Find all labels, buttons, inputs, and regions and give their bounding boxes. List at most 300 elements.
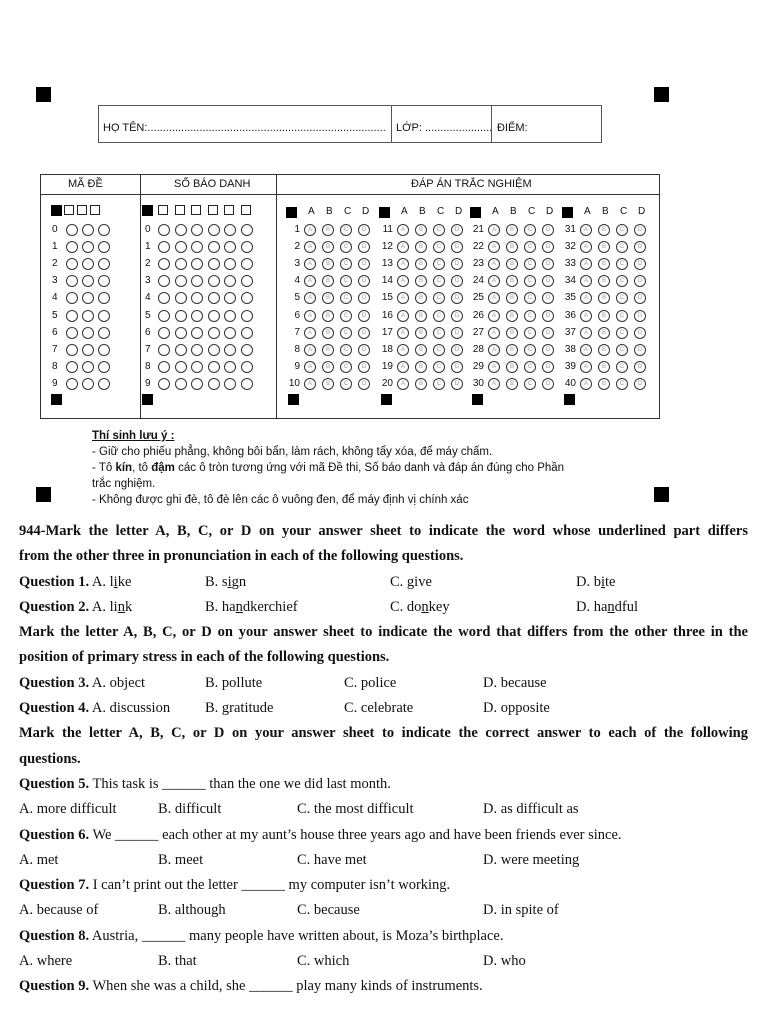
note-3: - Không được ghi đè, tô đè lên các ô vuông đen, để máy định vị chính xác [92, 494, 469, 506]
answer-bubble: A [397, 361, 409, 373]
question-number: 11 [382, 224, 393, 235]
answer-bubble: B [506, 344, 518, 356]
digit-bubble [224, 327, 236, 339]
digit-bubble [224, 258, 236, 270]
answer-bubble: A [304, 378, 316, 390]
answer-bubble: A [397, 378, 409, 390]
answer-bubble: A [304, 361, 316, 373]
digit-bubble [191, 275, 203, 287]
answer-bubble: D [358, 378, 370, 390]
digit-bubble [98, 361, 110, 373]
answer-bubble: B [598, 310, 610, 322]
answer-bubble: D [634, 310, 646, 322]
digit-bubble [191, 310, 203, 322]
answer-bubble: C [616, 292, 628, 304]
instruction-2: Mark the letter A, B, C, or D on your answer sheet to indicate the word that differs from the other three in the [19, 624, 748, 641]
digit-bubble [66, 224, 78, 236]
question-number: 19 [381, 360, 393, 372]
answer-bubble: D [542, 241, 554, 253]
answer-bubble: A [397, 224, 409, 236]
answer-bubble: C [616, 344, 628, 356]
answer-bubble: C [616, 378, 628, 390]
answer-bubble: C [616, 258, 628, 270]
answer-bubble: B [322, 258, 334, 270]
answer-bubble: B [415, 224, 427, 236]
answer-bubble: B [322, 224, 334, 236]
filled-square [562, 207, 573, 218]
answer-bubble: C [616, 275, 628, 287]
digit-bubble [175, 327, 187, 339]
corner-marker [654, 487, 669, 502]
answer-bubble: C [524, 258, 536, 270]
option-letter: D [638, 206, 646, 217]
question-number: 38 [564, 343, 576, 355]
answer-bubble: A [397, 327, 409, 339]
corner-marker [36, 487, 51, 502]
digit-bubble [208, 258, 220, 270]
question-number: 5 [294, 292, 300, 304]
answer-bubble: C [433, 344, 445, 356]
digit-bubble [241, 258, 253, 270]
digit-label: 8 [145, 360, 151, 372]
instruction-3: Mark the letter A, B, C, or D on your answer sheet to indicate the correct answer to each of the following [19, 725, 748, 742]
answer-bubble: D [542, 361, 554, 373]
question-number: 17 [381, 326, 393, 338]
option-letter: C [528, 206, 536, 217]
answer-bubble: A [397, 275, 409, 287]
question-7-options: A. because of B. although C. because D. in spite of [19, 902, 559, 919]
digit-bubble [241, 310, 253, 322]
filled-square [379, 207, 390, 218]
digit-bubble [175, 275, 187, 287]
answer-bubble: C [433, 258, 445, 270]
empty-square [158, 205, 168, 215]
question-number: 1 [294, 224, 300, 235]
answer-bubble: D [358, 344, 370, 356]
digit-label: 2 [145, 258, 151, 270]
answer-bubble: C [433, 378, 445, 390]
answer-bubble: B [415, 378, 427, 390]
digit-bubble [66, 327, 78, 339]
answer-bubble: C [616, 310, 628, 322]
answer-bubble: A [580, 224, 592, 236]
answer-bubble: B [506, 327, 518, 339]
digit-bubble [66, 378, 78, 390]
question-number: 6 [294, 309, 300, 321]
digit-bubble [158, 378, 170, 390]
answer-bubble: B [598, 378, 610, 390]
answer-bubble: B [506, 224, 518, 236]
answer-bubble: C [616, 241, 628, 253]
answer-bubble: B [598, 258, 610, 270]
digit-label: 3 [52, 275, 58, 287]
answer-bubble: B [322, 241, 334, 253]
answer-bubble: D [358, 327, 370, 339]
digit-label: 4 [145, 292, 151, 304]
question-number: 29 [472, 360, 484, 372]
digit-bubble [175, 241, 187, 253]
empty-square [191, 205, 201, 215]
answer-bubble: B [322, 292, 334, 304]
answer-bubble: A [397, 310, 409, 322]
digit-bubble [158, 292, 170, 304]
question-number: 10 [288, 377, 300, 389]
answer-bubble: C [340, 241, 352, 253]
answer-bubble: B [506, 310, 518, 322]
digit-bubble [191, 361, 203, 373]
answer-bubble: A [304, 327, 316, 339]
instruction-3-cont: questions. [19, 750, 81, 767]
digit-bubble [98, 310, 110, 322]
question-4: Question 4. A. discussion B. gratitude C. celebrate D. opposite [19, 700, 550, 717]
digit-bubble [98, 241, 110, 253]
empty-square [90, 205, 100, 215]
answer-bubble: B [506, 275, 518, 287]
sheet-notes [92, 428, 564, 508]
empty-square [175, 205, 185, 215]
question-number: 12 [381, 241, 393, 253]
answer-sheet [20, 72, 688, 512]
answer-bubble: D [358, 361, 370, 373]
answer-bubble: D [451, 275, 463, 287]
question-number: 18 [381, 343, 393, 355]
answer-bubble: A [580, 378, 592, 390]
answer-bubble: C [433, 310, 445, 322]
answer-bubble: D [358, 275, 370, 287]
digit-bubble [158, 241, 170, 253]
answer-bubble: D [451, 292, 463, 304]
option-letter: D [455, 206, 463, 217]
answer-bubble: C [340, 361, 352, 373]
note-2: - Tô kín, tô đậm các ô tròn tương ứng với mã Đề thi, Số báo danh và đáp án đúng cho Phần [92, 462, 565, 474]
answers-header: ĐÁP ÁN TRẮC NGHIỆM [411, 178, 532, 190]
digit-bubble [224, 275, 236, 287]
answer-bubble: C [433, 361, 445, 373]
digit-label: 5 [52, 309, 58, 321]
answer-bubble: B [415, 241, 427, 253]
score-label: ĐIỂM: [497, 122, 528, 134]
answer-bubble: A [397, 344, 409, 356]
answer-bubble: C [524, 275, 536, 287]
digit-bubble [208, 344, 220, 356]
digit-bubble [158, 344, 170, 356]
question-number: 8 [294, 343, 300, 355]
answer-bubble: C [340, 327, 352, 339]
answer-bubble: C [340, 292, 352, 304]
timing-mark [142, 394, 153, 405]
digit-bubble [241, 361, 253, 373]
answer-bubble: B [322, 344, 334, 356]
answer-bubble: D [451, 224, 463, 236]
answer-bubble: B [322, 327, 334, 339]
answer-bubble: D [358, 241, 370, 253]
digit-bubble [241, 224, 253, 236]
answer-bubble: B [506, 241, 518, 253]
question-7: Question 7. I can’t print out the letter ______ my computer isn’t working. [19, 877, 451, 894]
filled-square [142, 205, 153, 216]
answer-bubble: B [598, 344, 610, 356]
answer-bubble: C [524, 378, 536, 390]
bubble-grid [40, 174, 660, 419]
question-number: 35 [564, 292, 576, 304]
class-label: LỚP: ...................... [396, 122, 493, 134]
answer-bubble: C [433, 224, 445, 236]
answer-bubble: D [451, 344, 463, 356]
answer-bubble: D [542, 327, 554, 339]
digit-label: 9 [52, 377, 58, 389]
answer-bubble: C [524, 292, 536, 304]
student-info-box [98, 105, 602, 143]
answer-bubble: D [542, 344, 554, 356]
digit-bubble [82, 224, 94, 236]
digit-bubble [82, 258, 94, 270]
answer-bubble: A [488, 224, 500, 236]
option-letter: D [362, 206, 370, 217]
answer-bubble: A [304, 310, 316, 322]
answer-bubble: A [488, 310, 500, 322]
digit-bubble [66, 292, 78, 304]
digit-bubble [66, 310, 78, 322]
note-1: - Giữ cho phiếu phẳng, không bôi bẩn, làm rách, không tẩy xóa, để máy chấm. [92, 446, 493, 458]
question-number: 28 [472, 343, 484, 355]
digit-bubble [224, 292, 236, 304]
empty-square [77, 205, 87, 215]
answer-bubble: B [322, 361, 334, 373]
empty-square [64, 205, 74, 215]
question-number: 23 [472, 258, 484, 270]
answer-bubble: B [506, 361, 518, 373]
answer-bubble: D [451, 361, 463, 373]
filled-square [51, 205, 62, 216]
digit-bubble [208, 310, 220, 322]
timing-mark [472, 394, 483, 405]
answer-bubble: A [488, 327, 500, 339]
digit-bubble [98, 275, 110, 287]
question-number: 22 [472, 241, 484, 253]
digit-bubble [208, 224, 220, 236]
answer-bubble: D [634, 361, 646, 373]
digit-bubble [191, 241, 203, 253]
filled-square [470, 207, 481, 218]
answer-bubble: C [524, 361, 536, 373]
question-number: 3 [294, 258, 300, 270]
timing-mark [51, 394, 62, 405]
empty-square [224, 205, 234, 215]
digit-label: 6 [52, 326, 58, 338]
digit-bubble [191, 378, 203, 390]
digit-bubble [98, 258, 110, 270]
filled-square [286, 207, 297, 218]
option-letter: B [510, 206, 517, 217]
question-number: 27 [472, 326, 484, 338]
answer-bubble: B [322, 275, 334, 287]
answer-bubble: A [580, 344, 592, 356]
digit-bubble [98, 224, 110, 236]
digit-bubble [241, 275, 253, 287]
digit-bubble [66, 258, 78, 270]
question-number: 40 [564, 377, 576, 389]
answer-bubble: C [340, 275, 352, 287]
answer-bubble: B [598, 292, 610, 304]
question-6-options: A. met B. meet C. have met D. were meeting [19, 851, 580, 868]
digit-label: 2 [52, 258, 58, 270]
question-number: 36 [564, 309, 576, 321]
answer-bubble: A [304, 344, 316, 356]
digit-bubble [224, 224, 236, 236]
digit-label: 7 [52, 343, 58, 355]
digit-bubble [98, 327, 110, 339]
empty-square [208, 205, 218, 215]
answer-bubble: D [542, 310, 554, 322]
digit-bubble [175, 292, 187, 304]
answer-bubble: D [634, 275, 646, 287]
answer-bubble: D [634, 344, 646, 356]
answer-bubble: C [524, 344, 536, 356]
digit-bubble [241, 327, 253, 339]
question-number: 26 [472, 309, 484, 321]
answer-bubble: D [451, 241, 463, 253]
digit-bubble [191, 344, 203, 356]
digit-bubble [82, 275, 94, 287]
answer-bubble: A [304, 258, 316, 270]
digit-bubble [241, 241, 253, 253]
exam-content [19, 519, 748, 1000]
answer-bubble: A [488, 344, 500, 356]
digit-bubble [191, 258, 203, 270]
question-number: 2 [294, 241, 300, 253]
digit-bubble [158, 327, 170, 339]
instruction-1-cont: from the other three in pronunciation in each of the following questions. [19, 548, 464, 565]
answer-bubble: D [358, 258, 370, 270]
digit-bubble [82, 241, 94, 253]
answer-bubble: C [524, 241, 536, 253]
digit-bubble [191, 327, 203, 339]
answer-bubble: C [616, 327, 628, 339]
answer-bubble: B [415, 344, 427, 356]
answer-bubble: B [322, 378, 334, 390]
digit-bubble [82, 327, 94, 339]
answer-bubble: B [415, 258, 427, 270]
instruction-1: 944-Mark the letter A, B, C, or D on your answer sheet to indicate the word whose underlined part differs [19, 523, 748, 539]
digit-bubble [175, 258, 187, 270]
answer-bubble: C [340, 224, 352, 236]
answer-bubble: B [415, 327, 427, 339]
answer-bubble: A [488, 361, 500, 373]
answer-bubble: C [433, 292, 445, 304]
digit-bubble [158, 310, 170, 322]
digit-bubble [224, 378, 236, 390]
digit-bubble [82, 361, 94, 373]
corner-marker [36, 87, 51, 102]
answer-bubble: C [616, 224, 628, 236]
digit-label: 1 [145, 241, 151, 253]
answer-bubble: B [506, 378, 518, 390]
option-letter: B [602, 206, 609, 217]
answer-bubble: B [415, 292, 427, 304]
timing-mark [381, 394, 392, 405]
answer-bubble: D [634, 258, 646, 270]
digit-bubble [175, 378, 187, 390]
answer-bubble: D [634, 378, 646, 390]
timing-mark [288, 394, 299, 405]
option-letter: A [308, 206, 315, 217]
digit-bubble [208, 361, 220, 373]
digit-bubble [98, 344, 110, 356]
digit-bubble [66, 275, 78, 287]
question-6: Question 6. We ______ each other at my aunt’s house three years ago and have been friends ever since. [19, 826, 622, 843]
answer-bubble: C [433, 241, 445, 253]
question-number: 33 [564, 258, 576, 270]
question-number: 37 [564, 326, 576, 338]
option-letter: C [344, 206, 352, 217]
answer-bubble: D [542, 224, 554, 236]
digit-bubble [98, 292, 110, 304]
answer-bubble: A [304, 275, 316, 287]
answer-bubble: C [524, 224, 536, 236]
answer-bubble: A [304, 292, 316, 304]
digit-bubble [208, 241, 220, 253]
empty-square [241, 205, 251, 215]
question-number: 20 [381, 377, 393, 389]
digit-label: 5 [145, 309, 151, 321]
digit-bubble [191, 292, 203, 304]
digit-bubble [241, 344, 253, 356]
answer-bubble: C [340, 310, 352, 322]
answer-bubble: A [304, 224, 316, 236]
answer-bubble: C [524, 310, 536, 322]
option-letter: B [326, 206, 333, 217]
answer-bubble: A [397, 292, 409, 304]
answer-bubble: C [433, 275, 445, 287]
question-number: 21 [472, 224, 484, 235]
digit-label: 0 [52, 224, 58, 235]
digit-label: 3 [145, 275, 151, 287]
answer-bubble: B [598, 224, 610, 236]
sbd-header: SỐ BÁO DANH [174, 178, 251, 190]
digit-bubble [66, 361, 78, 373]
digit-bubble [208, 378, 220, 390]
answer-bubble: B [598, 327, 610, 339]
answer-bubble: A [488, 241, 500, 253]
answer-bubble: D [542, 378, 554, 390]
answer-bubble: A [304, 241, 316, 253]
answer-bubble: D [634, 224, 646, 236]
answer-bubble: A [580, 241, 592, 253]
answer-bubble: D [358, 310, 370, 322]
option-letter: A [492, 206, 499, 217]
digit-bubble [224, 241, 236, 253]
answer-bubble: D [451, 378, 463, 390]
answer-bubble: A [580, 327, 592, 339]
answer-bubble: A [580, 258, 592, 270]
digit-label: 9 [145, 377, 151, 389]
question-5-options: A. more difficult B. difficult C. the most difficult D. as difficult as [19, 801, 579, 818]
option-letter: B [419, 206, 426, 217]
name-label: HỌ TÊN:.............................................................................. [103, 122, 386, 134]
note-2-cont: trắc nghiệm. [92, 478, 156, 490]
digit-bubble [158, 361, 170, 373]
question-number: 14 [381, 275, 393, 287]
instruction-2-cont: position of primary stress in each of the following questions. [19, 649, 390, 666]
option-letter: A [584, 206, 591, 217]
answer-bubble: D [634, 327, 646, 339]
answer-bubble: D [451, 258, 463, 270]
ma-de-header: MÃ ĐỀ [68, 178, 103, 190]
question-number: 32 [564, 241, 576, 253]
digit-bubble [241, 378, 253, 390]
question-2: Question 2. A. link B. handkerchief C. donkey D. handful [19, 598, 639, 615]
answer-bubble: A [580, 361, 592, 373]
